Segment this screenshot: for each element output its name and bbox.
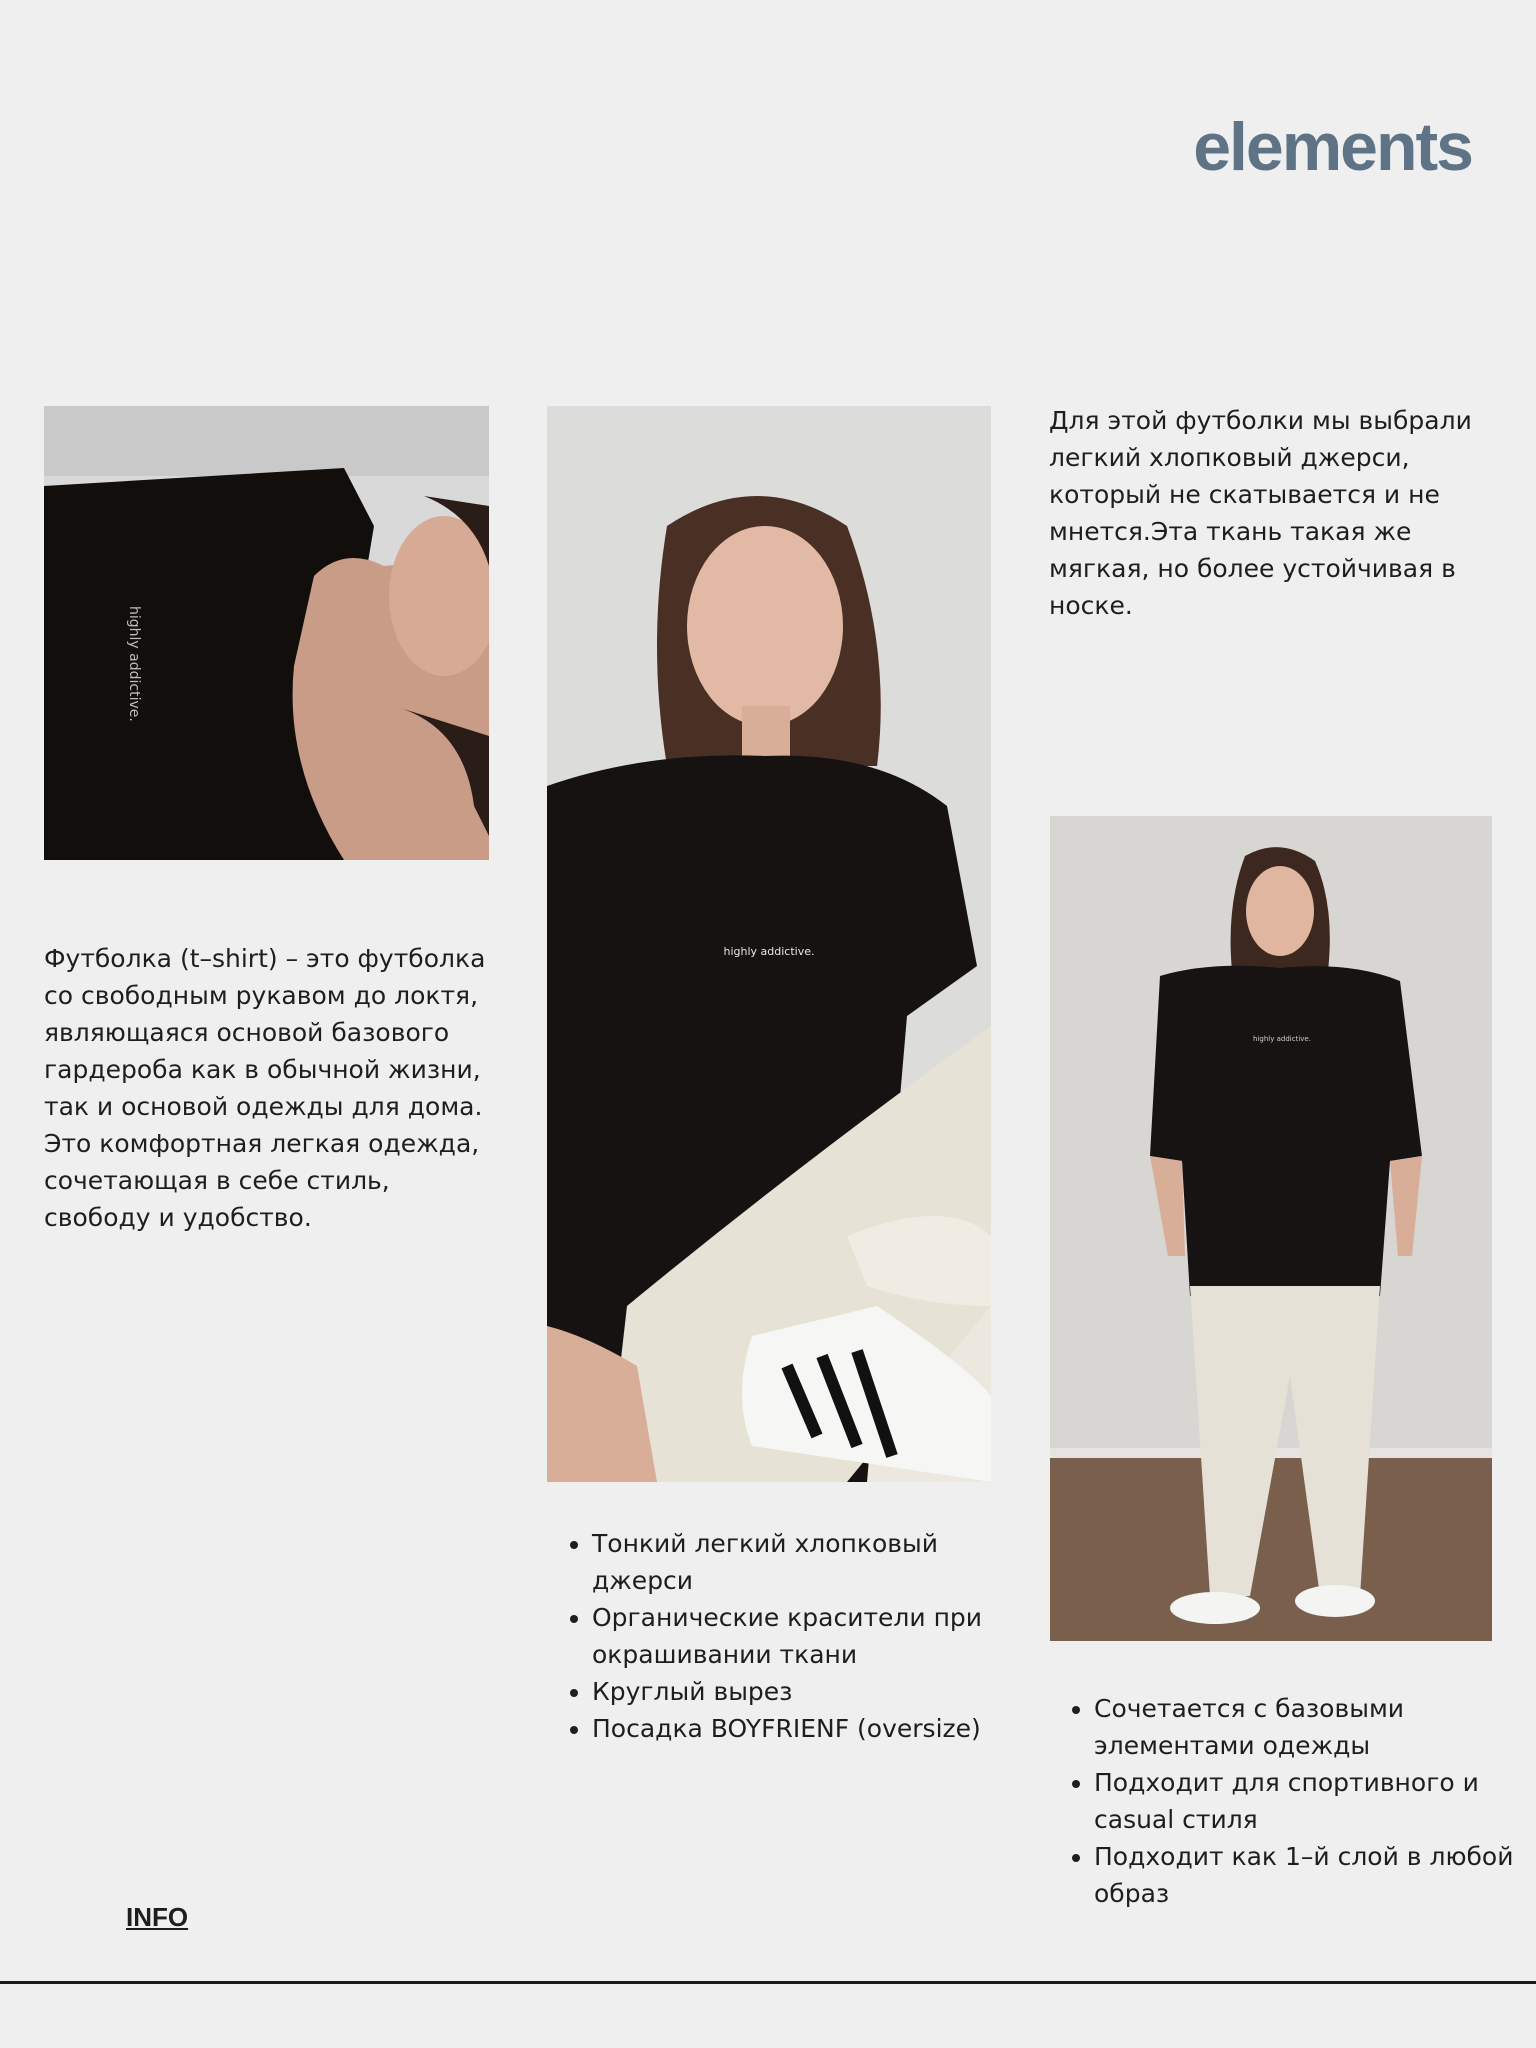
photo-tshirt-seated: [547, 406, 991, 1482]
list-item: • Посадка BOYFRIENF (oversize): [592, 1710, 1032, 1747]
list-item: • Сочетается с базовыми элементами одежды: [1094, 1690, 1534, 1764]
list-item: • Тонкий легкий хлопковый джерси: [592, 1525, 1032, 1599]
print-text-closeup: highly addictive.: [126, 606, 142, 722]
list-item: • Органические красители при окрашивании ткани: [592, 1599, 1032, 1673]
list-item: • Подходит для спортивного и casual стиля: [1094, 1764, 1534, 1838]
photo-tshirt-closeup: [44, 406, 489, 860]
brand-logo: elements: [1193, 109, 1472, 185]
fabric-features-list: [568, 1525, 1032, 1747]
print-text-seated: highly addictive.: [723, 945, 815, 958]
list-item: • Подходит как 1–й слой в любой образ: [1094, 1838, 1534, 1912]
info-link[interactable]: INFO: [126, 1902, 189, 1932]
list-item: • Круглый вырез: [592, 1673, 1032, 1710]
fabric-intro-text: Для этой футболки мы выбрали легкий хлопковый джерси, который не скатывается и не мнется.Эта ткань такая же мягкая, но более устойчивая в носке.: [1049, 406, 1472, 620]
tshirt-description-text: Футболка (t–shirt) – это футболка со свободным рукавом до локтя, являющаяся основой базового гардероба как в обычной жизни, так и основой одежды для дома. Это комфортная легкая одежда, сочетающая в себе стиль, свободу и удобство.: [44, 944, 486, 1232]
print-text-standing: highly addictive.: [1253, 1035, 1311, 1043]
photo-tshirt-standing: [1050, 816, 1492, 1641]
footer-divider: [0, 1981, 1536, 1984]
style-features-list: [1070, 1690, 1534, 1912]
